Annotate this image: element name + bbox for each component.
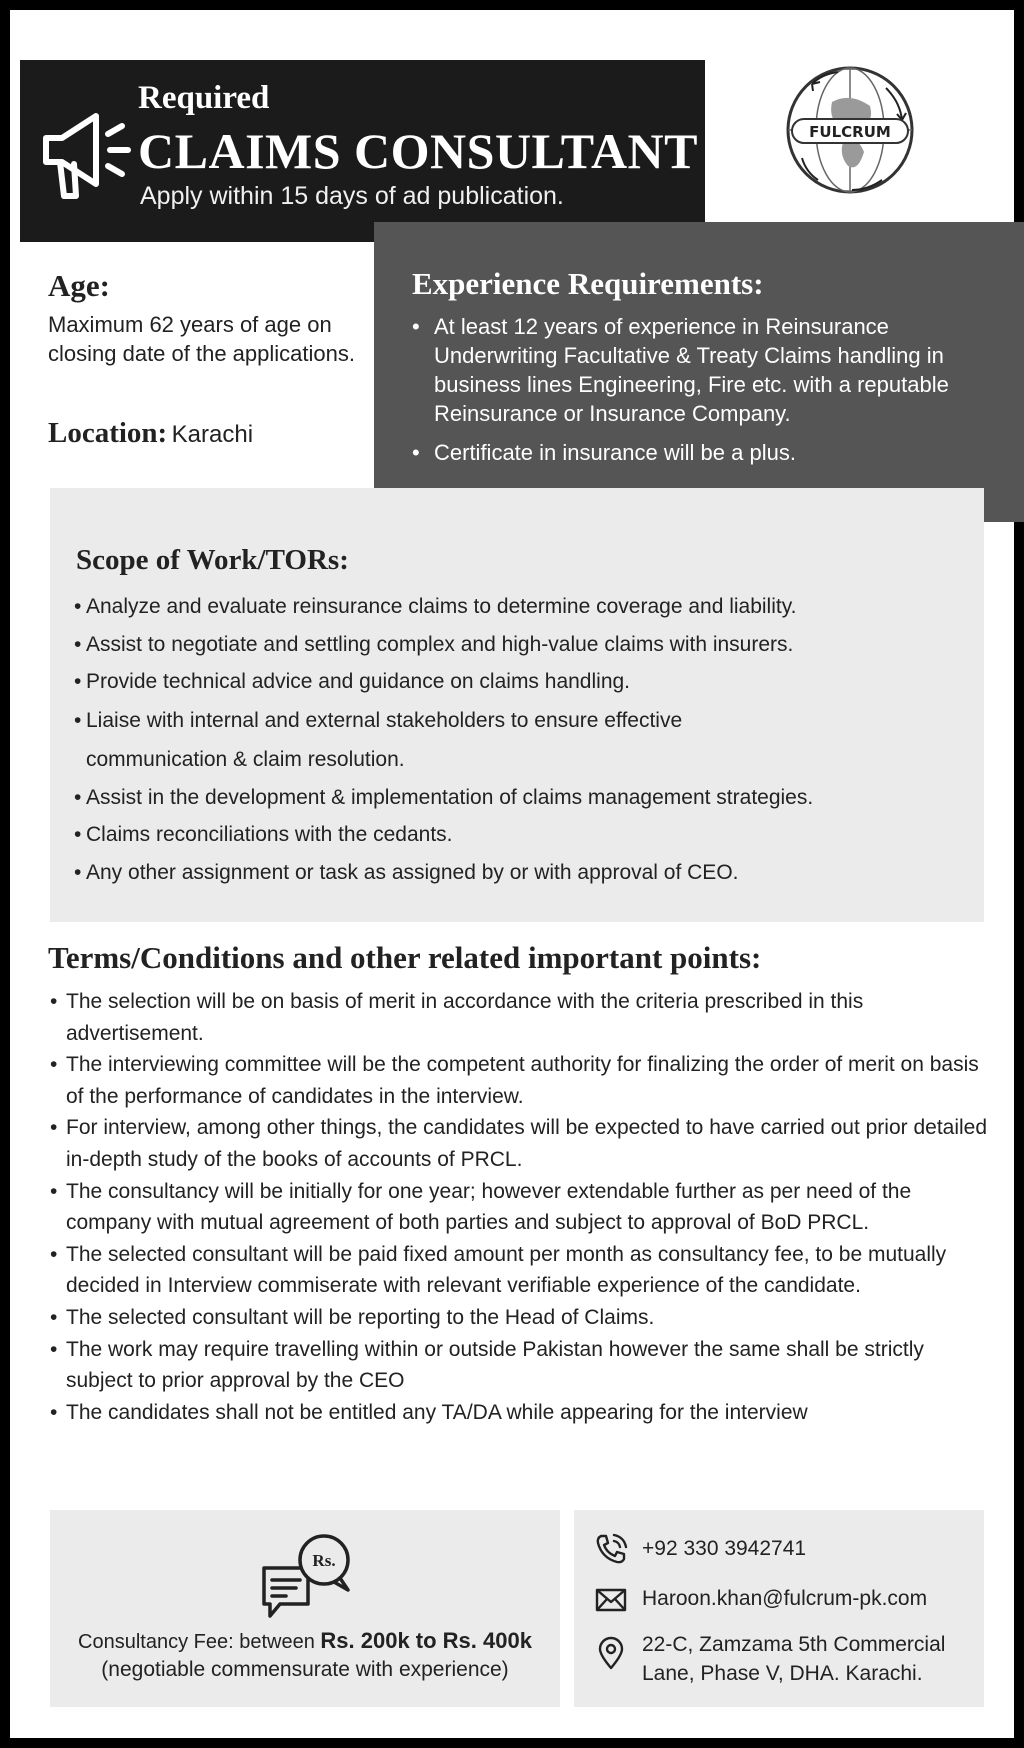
fee-label: Consultancy Fee: between [78,1631,315,1653]
experience-item: • Certificate in insurance will be a plus. [412,438,994,467]
email-address[interactable]: Haroon.khan@fulcrum-pk.com [642,1587,928,1610]
experience-heading: Experience Requirements: [412,266,764,301]
scope-heading: Scope of Work/TORs: [76,544,349,576]
terms-item: • The work may require travelling within or outside Pakistan however the same shall be strictly subject to prior approval by the CEO [50,1334,990,1397]
age-section [48,268,358,368]
phone-icon [594,1532,628,1566]
terms-list [50,986,990,1428]
location-value: Karachi [171,421,254,448]
terms-item: • The candidates shall not be entitled any TA/DA while appearing for the interview [50,1397,990,1429]
scope-item: • Analyze and evaluate reinsurance claims to determine coverage and liability. [74,588,974,626]
phone-number[interactable]: +92 330 3942741 [642,1537,807,1560]
age-heading: Age: [48,268,110,303]
email-row [594,1582,927,1616]
terms-item: • The selection will be on basis of merit in accordance with the criteria prescribed in this advertisement. [50,986,990,1049]
fee-range: Rs. 200k to Rs. 400k [320,1628,532,1653]
email-icon [594,1582,628,1616]
logo-text: FULCRUM [809,123,891,141]
scope-item: • Any other assignment or task as assigned by or with approval of CEO. [74,854,974,892]
scope-box [50,488,984,922]
phone-row [594,1532,806,1566]
scope-item: • Provide technical advice and guidance on claims handling. [74,663,974,701]
address-line-2: Lane, Phase V, DHA. Karachi. [642,1662,923,1685]
fee-amount [50,1628,560,1654]
age-text: Maximum 62 years of age on closing date of the applications. [48,312,355,366]
terms-item: • The selected consultant will be reporting to the Head of Claims. [50,1302,990,1334]
fee-note: (negotiable commensurate with experience) [101,1658,509,1681]
location [48,417,253,450]
terms-item: • The selected consultant will be paid fixed amount per month as consultancy fee, to be mutually decided in Interview commiserate with relevant verifiable experience of the candidate. [50,1239,990,1302]
address-row [594,1630,945,1688]
job-title: CLAIMS CONSULTANT [138,123,699,179]
apply-deadline: Apply within 15 days of ad publication. [140,182,564,210]
experience-box [374,222,1024,522]
terms-item: • For interview, among other things, the candidates will be expected to have carried out prior detailed in-depth study of the books of accounts of PRCL. [50,1112,990,1175]
fee-icon-label: Rs. [312,1551,336,1570]
address-line-1: 22-C, Zamzama 5th Commercial [642,1633,946,1656]
megaphone-icon [38,98,138,208]
location-label: Location: [48,417,168,449]
fulcrum-logo [782,62,918,198]
experience-item: • At least 12 years of experience in Reinsurance Underwriting Facultative & Treaty Claims handling in business lines Engineering, Fire etc. with a reputable Reinsurance or Insurance Company. [412,312,994,428]
scope-item: • Assist to negotiate and settling complex and high-value claims with insurers. [74,626,974,664]
experience-list [412,312,994,467]
address [642,1630,945,1688]
scope-item: • Claims reconciliations with the cedants. [74,816,974,854]
terms-heading: Terms/Conditions and other related important points: [48,940,762,975]
terms-item: • The consultancy will be initially for one year; however extendable further as per need of the company with mutual agreement of both parties and subject to approval of BoD PRCL. [50,1176,990,1239]
header-banner [20,60,705,242]
scope-list [74,588,974,891]
scope-item: • Assist in the development & implementation of claims management strategies. [74,779,974,817]
fee-box [50,1510,560,1707]
terms-item: • The interviewing committee will be the competent authority for finalizing the order of merit on basis of the performance of candidates in the interview. [50,1049,990,1112]
contact-box [574,1510,984,1707]
required-label: Required [138,80,270,116]
chat-money-icon [256,1532,356,1622]
scope-item: • Liaise with internal and external stakeholders to ensure effective communication & claim resolution. [74,701,974,779]
location-pin-icon [594,1636,628,1670]
